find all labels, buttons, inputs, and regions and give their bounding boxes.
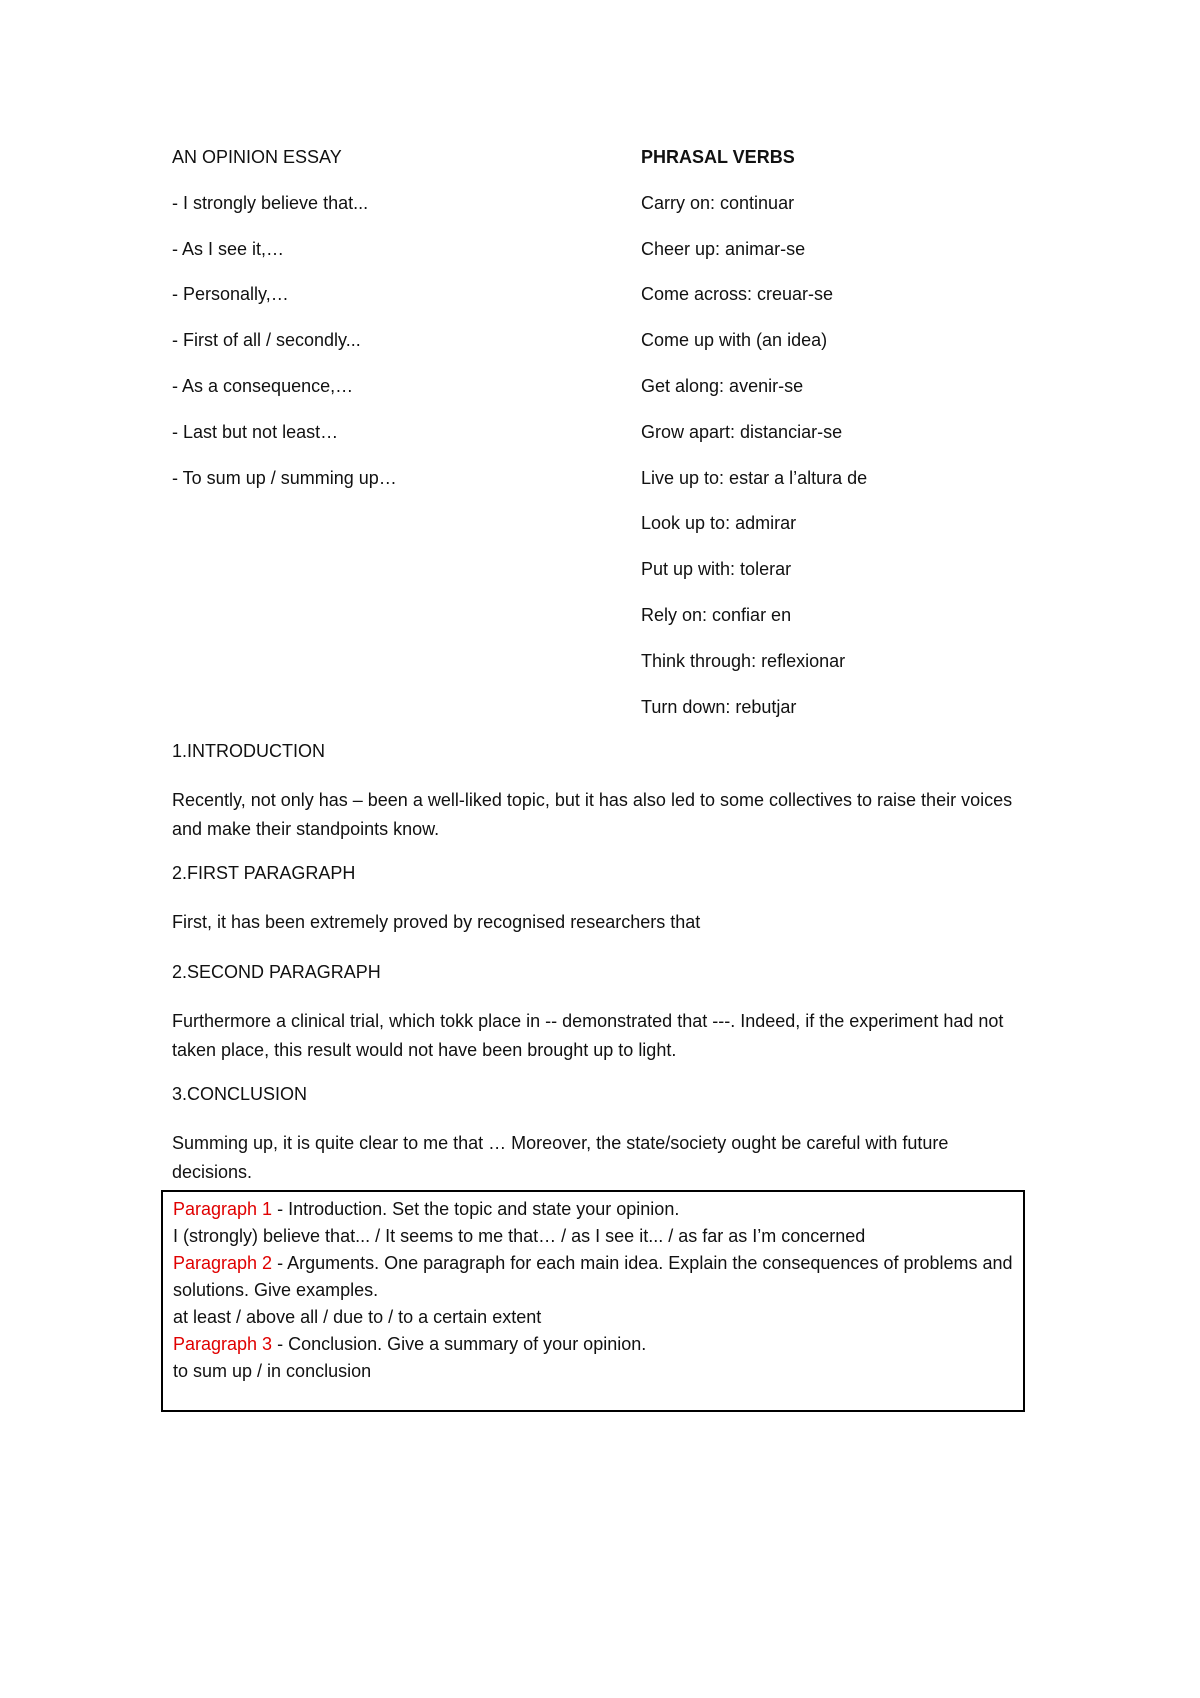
paragraph-2-phrases: at least / above all / due to / to a certain extent [173,1307,542,1327]
paragraph-1-text: - Introduction. Set the topic and state your opinion. [272,1199,680,1219]
section-heading-conclusion: 3.CONCLUSION [172,1084,308,1104]
phrasal-verb-item: Come across: creuar-se [641,284,834,305]
phrasal-verb-item: Look up to: admirar [641,513,797,534]
paragraph-3-text: - Conclusion. Give a summary of your opinion. [272,1334,647,1354]
phrasal-verb-item: Get along: avenir-se [641,375,804,396]
phrase-item: - To sum up / summing up… [172,467,397,488]
opinion-essay-column [172,146,612,512]
section-text-second-paragraph: Furthermore a clinical trial, which tokk place in -- demonstrated that ---. Indeed, if the experiment had not taken place, this result would not have been brought up to light. [172,1011,1004,1060]
phrasal-verbs-title: PHRASAL VERBS [641,147,795,167]
phrase-item: - Personally,… [172,284,289,305]
opinion-essay-title: AN OPINION ESSAY [172,147,342,167]
section-text-conclusion: Summing up, it is quite clear to me that … Moreover, the state/society ought be careful with future decisions. [172,1133,949,1182]
section-text-first-paragraph: First, it has been extremely proved by recognised researchers that [172,912,701,932]
paragraph-2-line [173,1250,1013,1277]
paragraph-1-phrases: I (strongly) believe that... / It seems to me that… / as I see it... / as far as I’m concerned [173,1226,866,1246]
phrasal-verb-item: Think through: reflexionar [641,650,846,671]
section-text-introduction: Recently, not only has – been a well-liked topic, but it has also led to some collectives to raise their voices and make their standpoints know. [172,790,1013,839]
section-heading-introduction: 1.INTRODUCTION [172,741,325,761]
paragraph-2-text-continued: solutions. Give examples. [173,1280,379,1300]
paragraph-2-label: Paragraph 2 [173,1253,273,1273]
phrasal-verb-item: Grow apart: distanciar-se [641,421,843,442]
phrase-item: - Last but not least… [172,421,339,442]
essay-sections [172,740,1032,1205]
phrasal-verb-item: Live up to: estar a l’altura de [641,467,868,488]
paragraph-2-text: - Arguments. One paragraph for each main idea. Explain the consequences of problems and [272,1253,1013,1273]
paragraph-3-label: Paragraph 3 [173,1334,273,1354]
paragraph-3-line [173,1331,1013,1358]
phrasal-verb-item: Put up with: tolerar [641,559,792,580]
phrasal-verbs-column [641,146,1061,741]
phrase-item: - As I see it,… [172,238,285,259]
phrasal-verb-item: Come up with (an idea) [641,330,828,351]
phrase-item: - I strongly believe that... [172,192,369,213]
phrase-item: - First of all / secondly... [172,330,361,351]
paragraph-1-label: Paragraph 1 [173,1199,273,1219]
paragraph-3-phrases: to sum up / in conclusion [173,1361,372,1381]
paragraph-guide-box [161,1190,1025,1412]
section-heading-second-paragraph: 2.SECOND PARAGRAPH [172,962,381,982]
section-heading-first-paragraph: 2.FIRST PARAGRAPH [172,863,356,883]
phrasal-verb-item: Rely on: confiar en [641,604,792,625]
phrase-item: - As a consequence,… [172,375,354,396]
phrasal-verb-item: Cheer up: animar-se [641,238,806,259]
phrasal-verb-item: Turn down: rebutjar [641,696,797,717]
phrasal-verb-item: Carry on: continuar [641,192,795,213]
paragraph-1-line [173,1196,1013,1223]
